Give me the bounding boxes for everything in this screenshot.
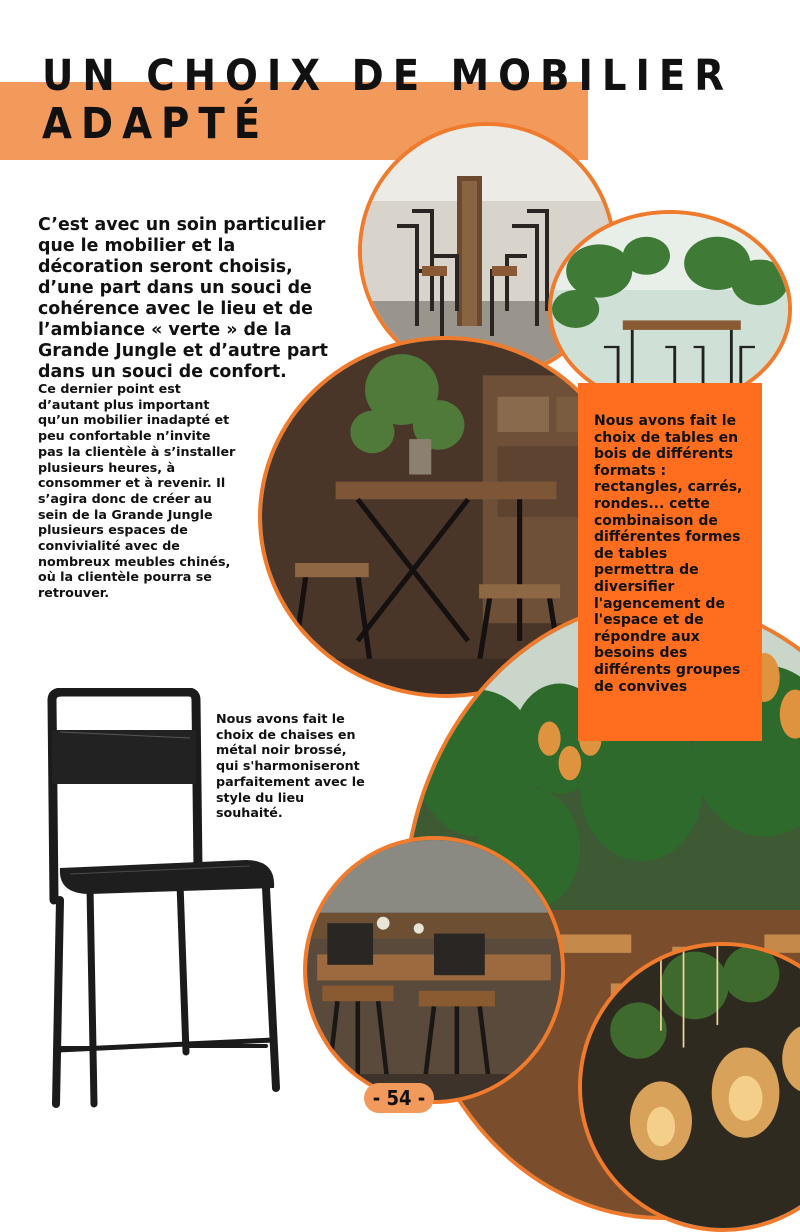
intro-paragraph: C’est avec un soin particulier que le mobilier et la décoration seront choisis, d’une part dans un souci de cohérence avec le lieu et de l’ambiance « verte » de la Grande Jungle et d’autre part dans un souci de confort. <box>38 215 328 382</box>
chair-product-image <box>30 688 290 1110</box>
chairs-paragraph: Nous avons fait le choix de chaises en métal noir brossé, qui s'harmoniseront parfaitement avec le style du lieu souhaité. <box>216 711 365 821</box>
photo-industrial-stools <box>303 836 565 1104</box>
title-line-2: ADAPTÉ <box>42 99 270 149</box>
page-title <box>42 52 733 148</box>
page-number: - 54 - <box>364 1083 434 1113</box>
photo-greenhouse-tables <box>548 210 792 408</box>
comfort-paragraph: Ce dernier point est d’autant plus important qu’un mobilier inadapté et peu confortable n’invite pas la clientèle à s’installer plusieurs heures, à consommer et à revenir. Il s’agira donc de créer au sein de la Grande Jungle plusieurs espaces de convivialité avec de nombreux meubles chinés, où la clientèle pourra se retrouver. <box>38 381 236 601</box>
tables-callout: Nous avons fait le choix de tables en bois de différents formats : rectangles, carrés, rondes... cette combinaison de différentes formes de tables permettra de diversifier l'agencement de l'espace et de répondre aux besoins des différents groupes de convives <box>578 383 762 741</box>
title-line-1: UN CHOIX DE MOBILIER <box>42 51 734 101</box>
